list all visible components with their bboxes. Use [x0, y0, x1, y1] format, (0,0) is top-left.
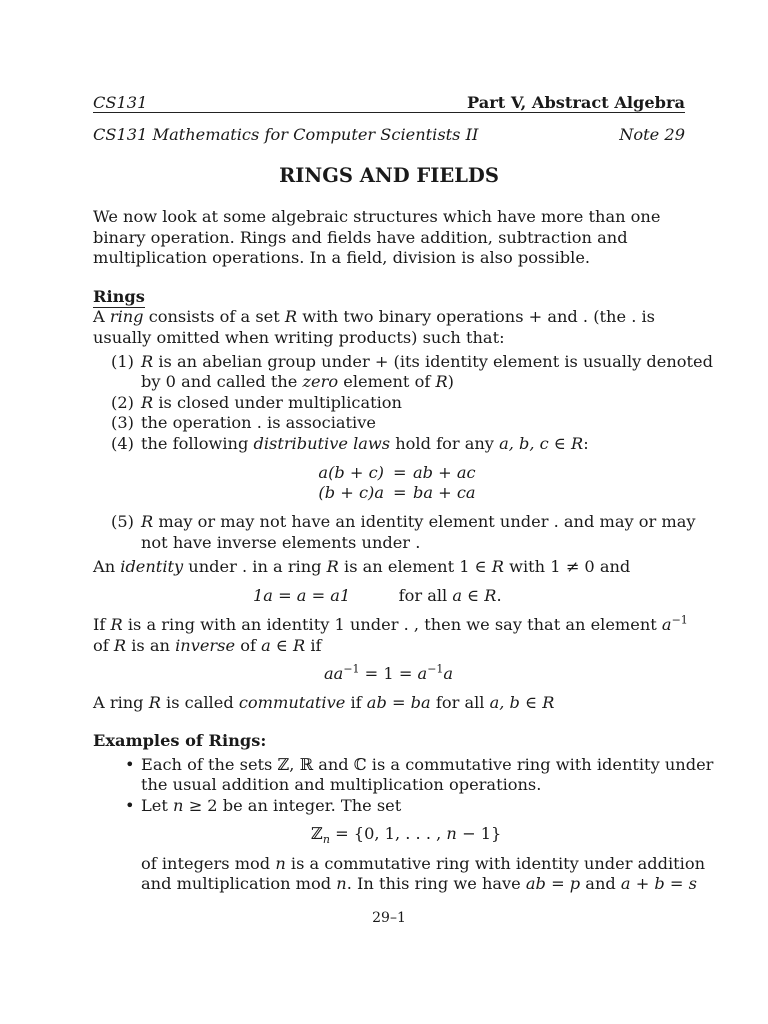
ring-definition-line-1: A ring consists of a set R with two binary operations + and . (the . is [93, 307, 655, 326]
axiom-4: the following distributive laws hold for any a, b, c ∈ R: [141, 434, 589, 453]
axiom-number-2: (2) [111, 393, 134, 412]
axiom-number-4: (4) [111, 434, 134, 453]
distrib-lhs-2: (b + c)a [318, 483, 384, 502]
note-number: Note 29 [619, 125, 685, 144]
inverse-definition-line-1: If R is a ring with an identity 1 under . , then we say that an element $a^{-1}$ [93, 613, 688, 634]
example-1-line-2: the usual addition and multiplication operations. [141, 775, 542, 794]
axiom-5-line-2: not have inverse elements under . [141, 533, 421, 552]
zn-equation: ℤ$_n$ = {0, 1, . . . , n − 1} [311, 824, 502, 847]
running-header [93, 93, 685, 114]
axiom-5-line-1: R may or may not have an identity element under . and may or may [141, 512, 696, 531]
axiom-3: the operation . is associative [141, 413, 376, 432]
section-heading-examples: Examples of Rings: [93, 731, 267, 750]
rings-heading-text: Rings [93, 287, 145, 306]
axiom-2: R is closed under multiplication [141, 393, 402, 412]
header-part: Part V, Abstract Algebra [467, 93, 685, 112]
header-rule [93, 112, 685, 113]
distrib-equals-2: = [393, 483, 407, 502]
identity-definition: An identity under . in a ring R is an element 1 ∈ R with 1 ≠ 0 and [93, 557, 631, 576]
example-2-line-1: Let n ≥ 2 be an integer. The set [141, 796, 402, 815]
intro-text: We now look at some algebraic structures which have more than one [93, 207, 661, 226]
page-title: RINGS AND FIELDS [279, 164, 499, 187]
subheader [93, 125, 685, 146]
distrib-equals-1: = [393, 463, 407, 482]
inverse-definition-line-2: of R is an inverse of a ∈ R if [93, 636, 322, 655]
example-1-line-1: Each of the sets ℤ, ℝ and ℂ is a commutative ring with identity under [141, 755, 714, 774]
axiom-1-line-1: R is an abelian group under + (its identity element is usually denoted [141, 352, 713, 371]
axiom-number-3: (3) [111, 413, 134, 432]
commutative-definition: A ring R is called commutative if ab = ba for all a, b ∈ R [93, 693, 555, 712]
distrib-rhs-2: ba + ca [413, 483, 476, 502]
distrib-lhs-1: a(b + c) [318, 463, 384, 482]
section-heading-rings [93, 287, 685, 308]
axiom-1-line-2: by 0 and called the zero element of R) [141, 372, 454, 391]
intro-line-2: binary operation. Rings and fields have addition, subtraction and [93, 228, 628, 247]
intro-line-1 [93, 207, 685, 228]
inverse-equation: $aa^{-1} = 1 = a^{-1}a$ [324, 662, 454, 683]
identity-eq-main: 1a = a = a1 [253, 586, 351, 605]
header-course: CS131 [93, 93, 148, 112]
bullet-1: • [125, 755, 135, 774]
intro-line-3: multiplication operations. In a field, division is also possible. [93, 248, 591, 267]
axiom-number-5: (5) [111, 512, 134, 531]
distrib-rhs-1: ab + ac [413, 463, 476, 482]
example-2-line-2: of integers mod n is a commutative ring with identity under addition [141, 854, 706, 873]
ring-definition-line-2: usually omitted when writing products) such that: [93, 328, 505, 347]
bullet-2: • [125, 796, 135, 815]
example-2-line-3: and multiplication mod n. In this ring we have ab = p and a + b = s [141, 874, 697, 893]
axiom-number-1: (1) [111, 352, 134, 371]
identity-equation: 1a = a = a1 for all a ∈ R. [253, 586, 502, 605]
page-number: 29–1 [372, 910, 406, 926]
course-title: CS131 Mathematics for Computer Scientists II [93, 125, 479, 144]
